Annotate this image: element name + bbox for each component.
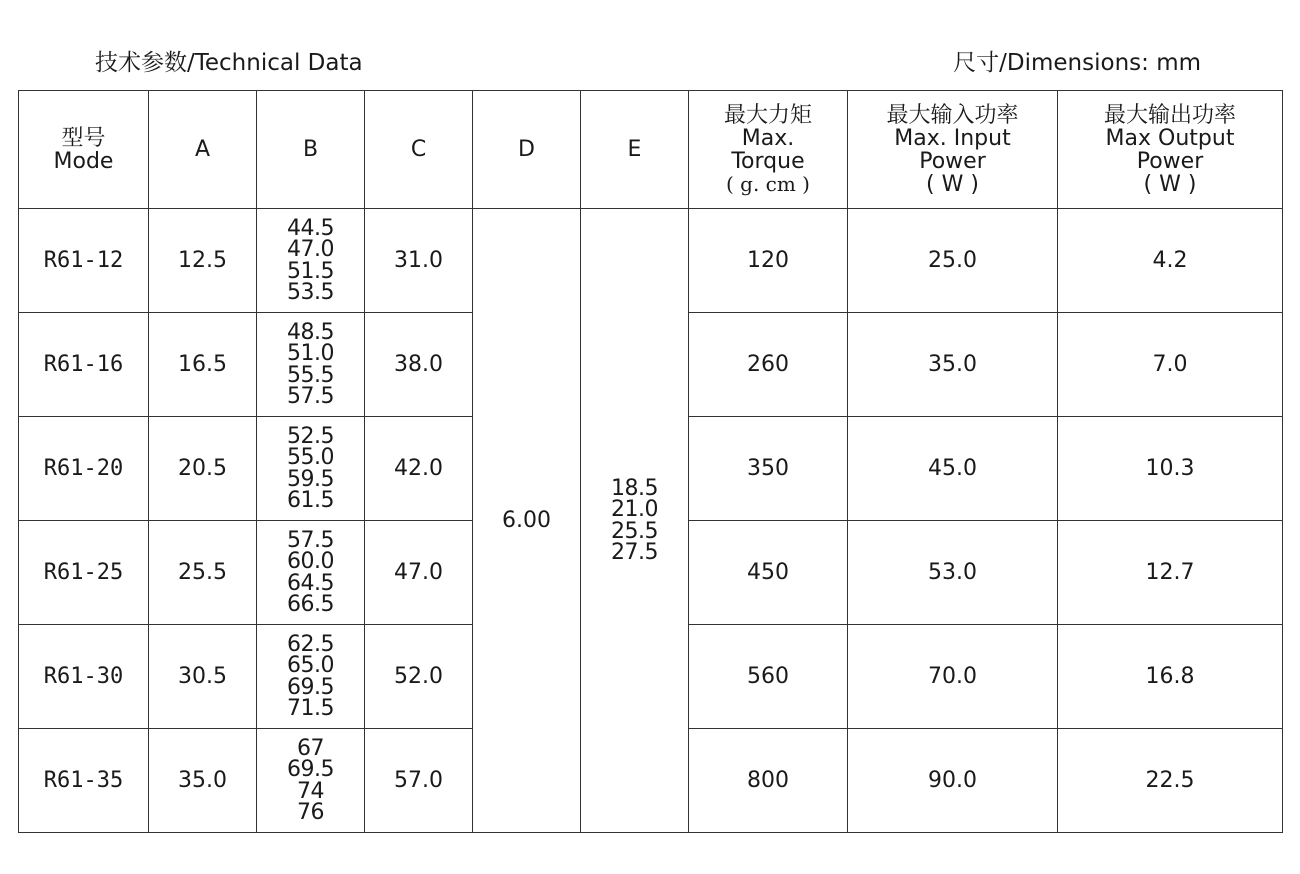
c-cell: 47.0	[365, 521, 473, 625]
output-power-cell: 7.0	[1058, 313, 1283, 417]
model-cell: R61-20	[19, 417, 149, 521]
a-cell: 30.5	[149, 625, 257, 729]
b-cell	[257, 625, 365, 729]
b-value: 76	[297, 800, 324, 825]
header-torque-en1: Max.	[741, 125, 795, 151]
e-shared-cell	[581, 209, 689, 833]
input-power-cell: 53.0	[848, 521, 1058, 625]
header-model	[19, 91, 149, 209]
b-value: 66.5	[287, 592, 334, 617]
header-c	[365, 91, 473, 209]
b-value: 60.0	[287, 549, 334, 574]
a-cell: 16.5	[149, 313, 257, 417]
header-b-label: B	[302, 137, 319, 162]
c-cell: 31.0	[365, 209, 473, 313]
header-input-unit: ( W )	[926, 171, 979, 197]
b-value: 48.5	[287, 319, 334, 345]
b-value: 53.5	[287, 280, 334, 305]
model-cell: R61-25	[19, 521, 149, 625]
input-power-cell: 45.0	[848, 417, 1058, 521]
header-output-cn: 最大输出功率	[1103, 102, 1236, 128]
header-b	[257, 91, 365, 209]
header-e	[581, 91, 689, 209]
header-row	[19, 91, 1283, 209]
header-d-label: D	[518, 137, 535, 162]
b-value: 71.5	[287, 696, 334, 721]
header-c-label: C	[410, 137, 427, 162]
c-cell: 57.0	[365, 729, 473, 833]
b-value: 55.0	[287, 445, 334, 470]
model-cell: R61-16	[19, 313, 149, 417]
a-cell: 12.5	[149, 209, 257, 313]
b-value: 69.5	[287, 674, 334, 700]
b-value: 47.0	[287, 237, 334, 262]
b-cell	[257, 417, 365, 521]
header-torque-unit: ( g. cm )	[725, 171, 810, 196]
b-value: 69.5	[287, 757, 334, 782]
output-power-cell: 16.8	[1058, 625, 1283, 729]
e-value: 27.5	[611, 540, 658, 565]
c-cell: 38.0	[365, 313, 473, 417]
b-value: 74	[297, 778, 324, 804]
header-output-en1: Max Output	[1105, 125, 1235, 151]
torque-cell: 560	[689, 625, 848, 729]
header-output-unit: ( W )	[1143, 171, 1197, 197]
b-value: 61.5	[287, 488, 334, 513]
input-power-cell: 90.0	[848, 729, 1058, 833]
b-cell	[257, 313, 365, 417]
a-cell: 25.5	[149, 521, 257, 625]
b-value: 57.5	[287, 527, 334, 553]
b-value: 51.5	[287, 258, 334, 284]
b-value: 51.0	[287, 341, 334, 366]
torque-cell: 260	[689, 313, 848, 417]
input-power-cell: 35.0	[848, 313, 1058, 417]
b-value: 52.5	[287, 423, 334, 449]
header-input-cn: 最大输入功率	[886, 102, 1019, 128]
header-output-power	[1058, 91, 1283, 209]
input-power-cell: 25.0	[848, 209, 1058, 313]
technical-data-table	[18, 90, 1283, 833]
d-shared-cell: 6.00	[473, 209, 581, 833]
b-value: 44.5	[287, 215, 334, 241]
header-input-en1: Max. Input	[894, 125, 1011, 151]
torque-cell: 800	[689, 729, 848, 833]
torque-cell: 450	[689, 521, 848, 625]
header-output-en2: Power	[1136, 148, 1204, 174]
e-value: 18.5	[611, 475, 658, 501]
dimensions-caption: 尺寸/Dimensions: mm	[953, 50, 1201, 76]
output-power-cell: 4.2	[1058, 209, 1283, 313]
header-torque-cn: 最大力矩	[723, 102, 812, 128]
b-cell	[257, 209, 365, 313]
header-torque-en2: Torque	[731, 148, 805, 174]
b-value: 65.0	[287, 653, 334, 678]
a-cell: 20.5	[149, 417, 257, 521]
header-input-en2: Power	[919, 148, 986, 174]
a-cell: 35.0	[149, 729, 257, 833]
c-cell: 52.0	[365, 625, 473, 729]
torque-cell: 350	[689, 417, 848, 521]
header-d	[473, 91, 581, 209]
header-a	[149, 91, 257, 209]
b-value: 67	[297, 735, 324, 761]
header-model-cn: 型号	[61, 125, 106, 151]
e-value: 21.0	[611, 497, 658, 522]
b-value: 55.5	[287, 362, 334, 388]
header-torque	[689, 91, 848, 209]
output-power-cell: 12.7	[1058, 521, 1283, 625]
input-power-cell: 70.0	[848, 625, 1058, 729]
b-cell	[257, 521, 365, 625]
b-value: 62.5	[287, 631, 334, 657]
table-row	[19, 209, 1283, 313]
header-input-power	[848, 91, 1058, 209]
c-cell: 42.0	[365, 417, 473, 521]
b-value: 64.5	[287, 570, 334, 596]
model-cell: R61-12	[19, 209, 149, 313]
model-cell: R61-35	[19, 729, 149, 833]
e-value: 25.5	[611, 518, 658, 544]
b-value: 59.5	[287, 466, 334, 492]
output-power-cell: 22.5	[1058, 729, 1283, 833]
technical-data-caption: 技术参数/Technical Data	[95, 50, 363, 76]
header-model-en: Mode	[53, 148, 114, 174]
torque-cell: 120	[689, 209, 848, 313]
model-cell: R61-30	[19, 625, 149, 729]
output-power-cell: 10.3	[1058, 417, 1283, 521]
header-e-label: E	[627, 137, 642, 162]
b-cell	[257, 729, 365, 833]
b-value: 57.5	[287, 384, 334, 409]
header-a-label: A	[194, 137, 211, 162]
